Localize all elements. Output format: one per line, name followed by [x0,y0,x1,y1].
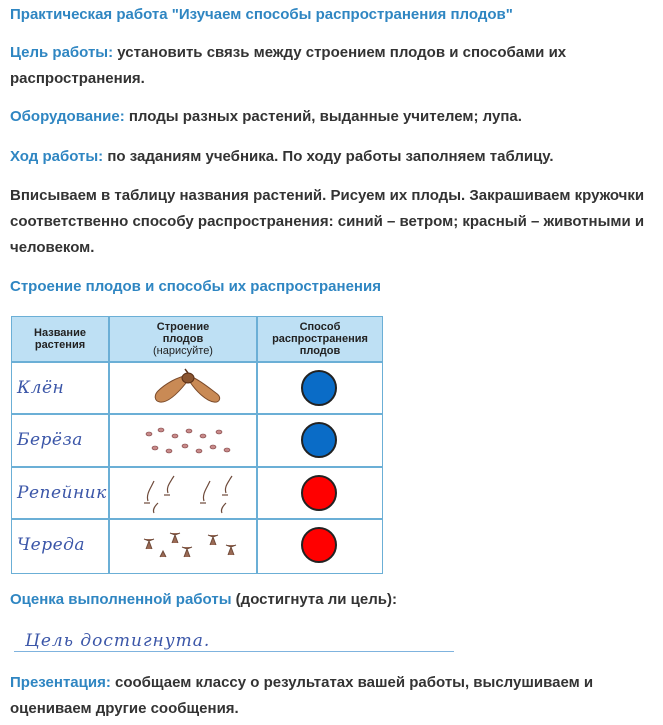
procedure-paragraph [10,144,650,170]
procedure-text: по заданиям учебника. По ходу работы заполняем таблицу. [103,148,554,165]
presentation-text: сообщаем классу о результатах вашей работы, выслушиваем и оцениваем другие сообщения. [10,674,594,717]
presentation-paragraph [10,670,650,722]
goal-paragraph [10,40,650,92]
plant-name-bur-marigold: Череда [17,535,86,555]
header-name: Название растения [34,327,86,351]
header-method: Способ распространения плодов [272,321,368,357]
equipment-label: Оборудование: [10,108,125,125]
maple-fruit-drawing [148,367,228,409]
dispersal-indicator-bur-marigold [301,527,337,563]
answer-underline [14,651,454,652]
header-structure-note: (нарисуйте) [153,345,213,357]
procedure-label: Ход работы: [10,148,104,165]
page-title: Практическая работа "Изучаем способы распространения плодов" [10,6,513,23]
goal-label: Цель работы: [10,44,114,61]
plant-name-burdock: Репейник [17,483,107,503]
evaluation-text: (достигнута ли цель): [231,591,397,608]
fruit-table [11,316,383,574]
evaluation-label: Оценка выполненной работы [10,591,232,608]
plant-name-birch: Берёза [17,430,83,450]
evaluation-paragraph [10,587,650,613]
table-title: Строение плодов и способы их распространения [10,278,381,295]
dispersal-indicator-burdock [301,475,337,511]
header-structure [110,317,256,361]
plant-name-maple: Клён [17,378,65,398]
equipment-text: плоды разных растений, выданные учителем; лупа. [124,108,522,125]
dispersal-indicator-birch [301,422,337,458]
birch-fruit-drawing [139,424,235,458]
handwritten-answer: Цель достигнута. [25,631,211,651]
presentation-label: Презентация: [10,674,111,691]
bur-marigold-fruit-drawing [132,527,244,563]
column-divider [256,317,258,573]
column-divider [108,317,110,573]
dispersal-indicator-maple [301,370,337,406]
burdock-fruit-drawing [134,473,242,515]
goal-text: установить связь между строением плодов и способами их распространения. [10,44,567,87]
header-structure-label: Строение плодов [156,321,210,345]
instructions-paragraph: Вписываем в таблицу названия растений. Рисуем их плоды. Закрашиваем кружочки соответственно способу распространения: синий – ветром; красный – животными и человеком. [10,187,645,256]
equipment-paragraph [10,104,650,130]
